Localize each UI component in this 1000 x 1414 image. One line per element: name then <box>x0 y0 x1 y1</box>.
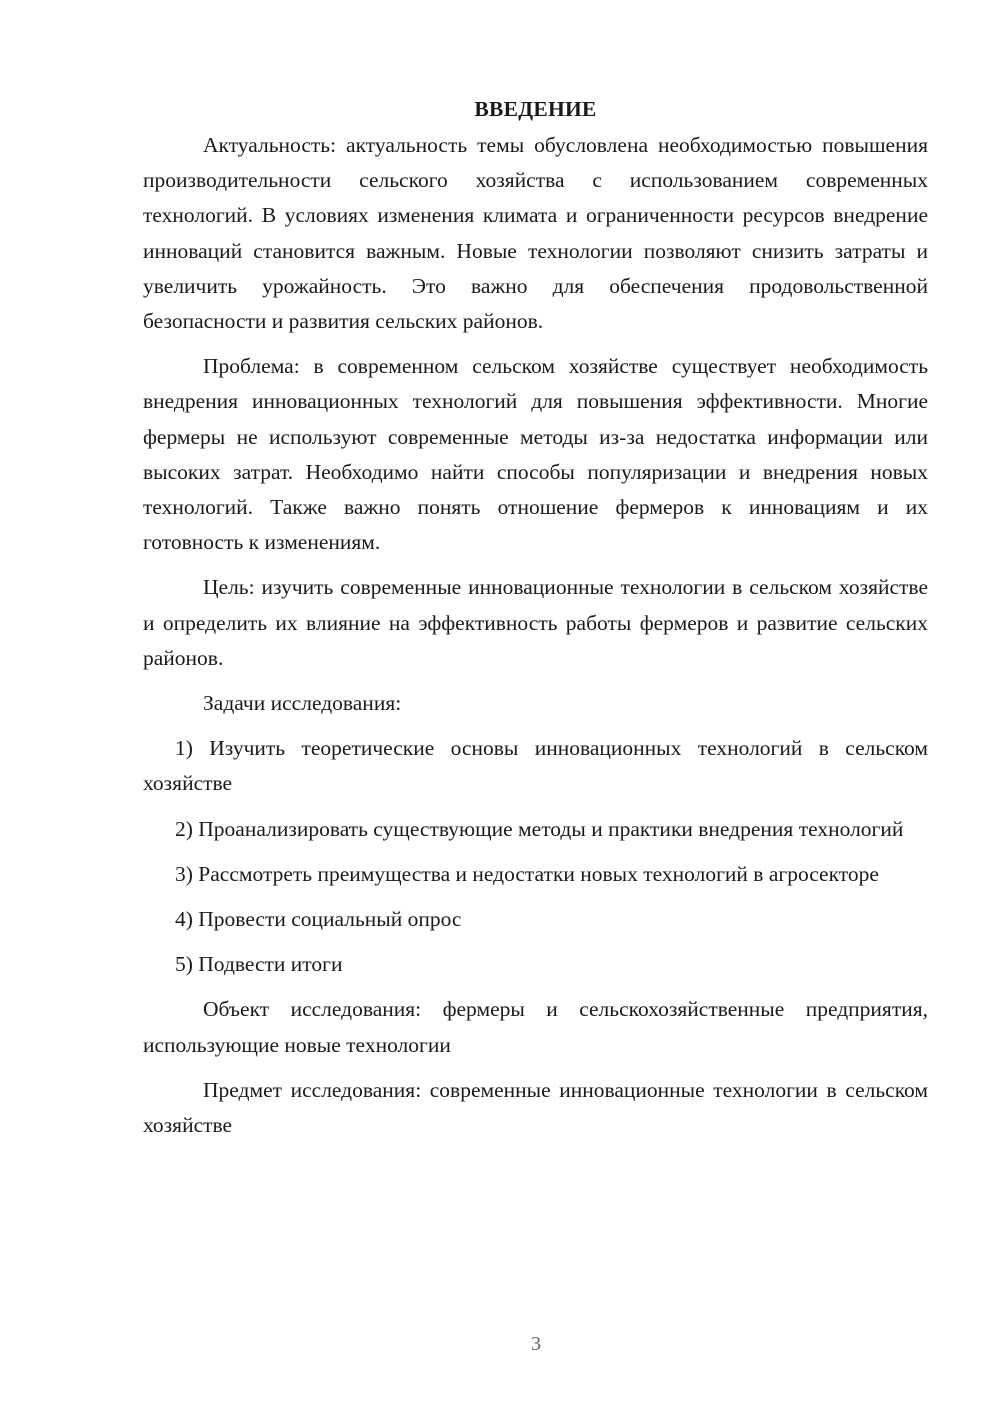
paragraph-object: Объект исследования: фермеры и сельскохозяйственные предприятия, использующие новые технологии <box>143 997 928 1057</box>
page-number: 3 <box>531 1333 541 1355</box>
paragraph-tasks-heading: Задачи исследования: <box>203 691 402 716</box>
task-item-4: 4) Провести социальный опрос <box>175 907 462 932</box>
page-content <box>143 92 928 1143</box>
paragraph-subject: Предмет исследования: современные инновационные технологии в сельском хозяйстве <box>143 1077 928 1138</box>
task-item-3: 3) Рассмотреть преимущества и недостатки новых технологий в агросекторе <box>175 861 879 886</box>
paragraph-relevance: Актуальность: актуальность темы обусловлена необходимостью повышения производительности сельского хозяйства с использованием современных технологий. В условиях изменения климата и ограниченности ресурсов внедрение инноваций становится важным. Новые технологии позволяют снизить затраты и увеличить урожайность. Это важно для обеспечения продовольственной безопасности и развития сельских районов. <box>143 133 928 334</box>
task-item-1: 1) Изучить теоретические основы инновационных технологий в сельском хозяйстве <box>143 736 928 796</box>
paragraph-problem: Проблема: в современном сельском хозяйстве существует необходимость внедрения инновационных технологий для повышения эффективности. Многие фермеры не используют современные методы из-за недостатка информации или высоких затрат. Необходимо найти способы популяризации и внедрения новых технологий. Также важно понять отношение фермеров к инновациям и их готовность к изменениям. <box>143 354 928 555</box>
task-item-5: 5) Подвести итоги <box>175 952 343 977</box>
task-item-2: 2) Проанализировать существующие методы и практики внедрения технологий <box>175 816 904 841</box>
page-title: ВВЕДЕНИЕ <box>474 97 597 121</box>
paragraph-goal: Цель: изучить современные инновационные технологии в сельском хозяйстве и определить их влияние на эффективность работы фермеров и развитие сельских районов. <box>143 575 928 670</box>
